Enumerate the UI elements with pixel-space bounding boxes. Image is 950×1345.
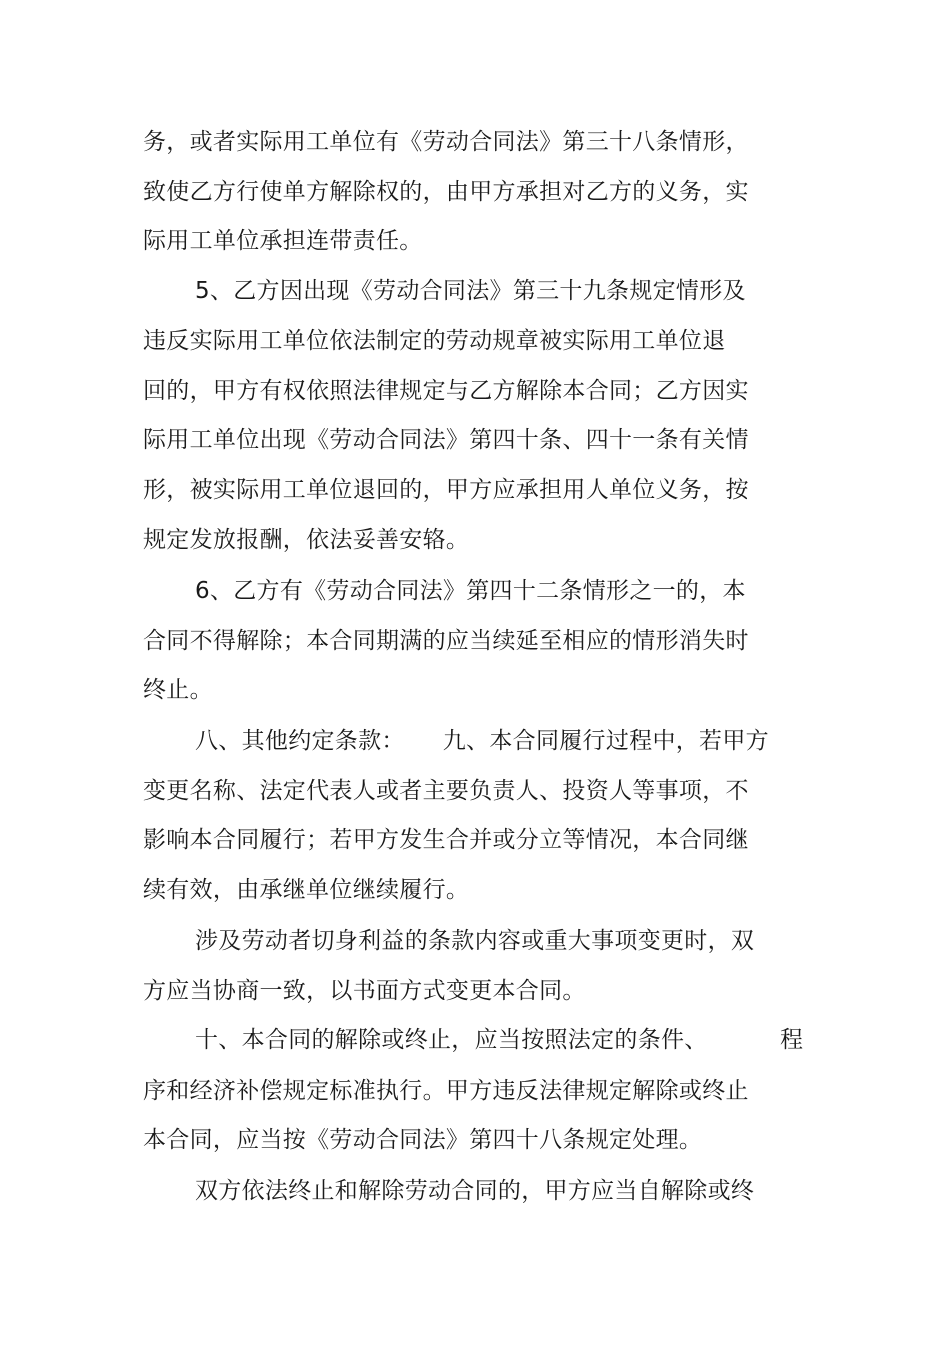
text-line: 续有效，由承继单位继续履行。 [143,877,470,903]
text-line: 务，或者实际用工单位有《劳动合同法》第三十八条情形， [143,129,749,155]
text-line: 形，被实际用工单位退回的，甲方应承担用人单位义务，按 [143,477,749,503]
paragraph-start: 6、乙方有《劳动合同法》第四十二条情形之一的，本 [195,578,746,604]
text-line: 致使乙方行使单方解除权的，由甲方承担对乙方的义务，实 [143,179,749,205]
text-line: 违反实际用工单位依法制定的劳动规章被实际用工单位退 [143,328,726,354]
text-line: 本合同，应当按《劳动合同法》第四十八条规定处理。 [143,1127,703,1153]
text-line: 际用工单位承担连带责任。 [143,228,423,254]
text-line: 方应当协商一致，以书面方式变更本合同。 [143,978,586,1004]
paragraph-start: 十、本合同的解除或终止，应当按照法定的条件、 [195,1027,708,1053]
paragraph-start: 5、乙方因出现《劳动合同法》第三十九条规定情形及 [195,278,746,304]
text-line: 变更名称、法定代表人或者主要负责人、投资人等事项，不 [143,778,749,804]
paragraph-start: 涉及劳动者切身利益的条款内容或重大事项变更时，双 [195,928,755,954]
text-line: 终止。 [143,677,213,703]
text-line: 合同不得解除；本合同期满的应当续延至相应的情形消失时 [143,628,749,654]
paragraph-start: 八、其他约定条款： 九、本合同履行过程中，若甲方 [195,728,769,754]
text-line: 序和经济补偿规定标准执行。甲方违反法律规定解除或终止 [143,1078,749,1104]
text-line: 影响本合同履行；若甲方发生合并或分立等情况，本合同继 [143,827,749,853]
paragraph-start: 双方依法终止和解除劳动合同的，甲方应当自解除或终 [195,1178,755,1204]
text-line: 回的，甲方有权依照法律规定与乙方解除本合同；乙方因实 [143,378,749,404]
text-line: 规定发放报酬，依法妥善安辂。 [143,527,470,553]
text-fragment: 程 [780,1027,803,1053]
text-line: 际用工单位出现《劳动合同法》第四十条、四十一条有关情 [143,427,749,453]
